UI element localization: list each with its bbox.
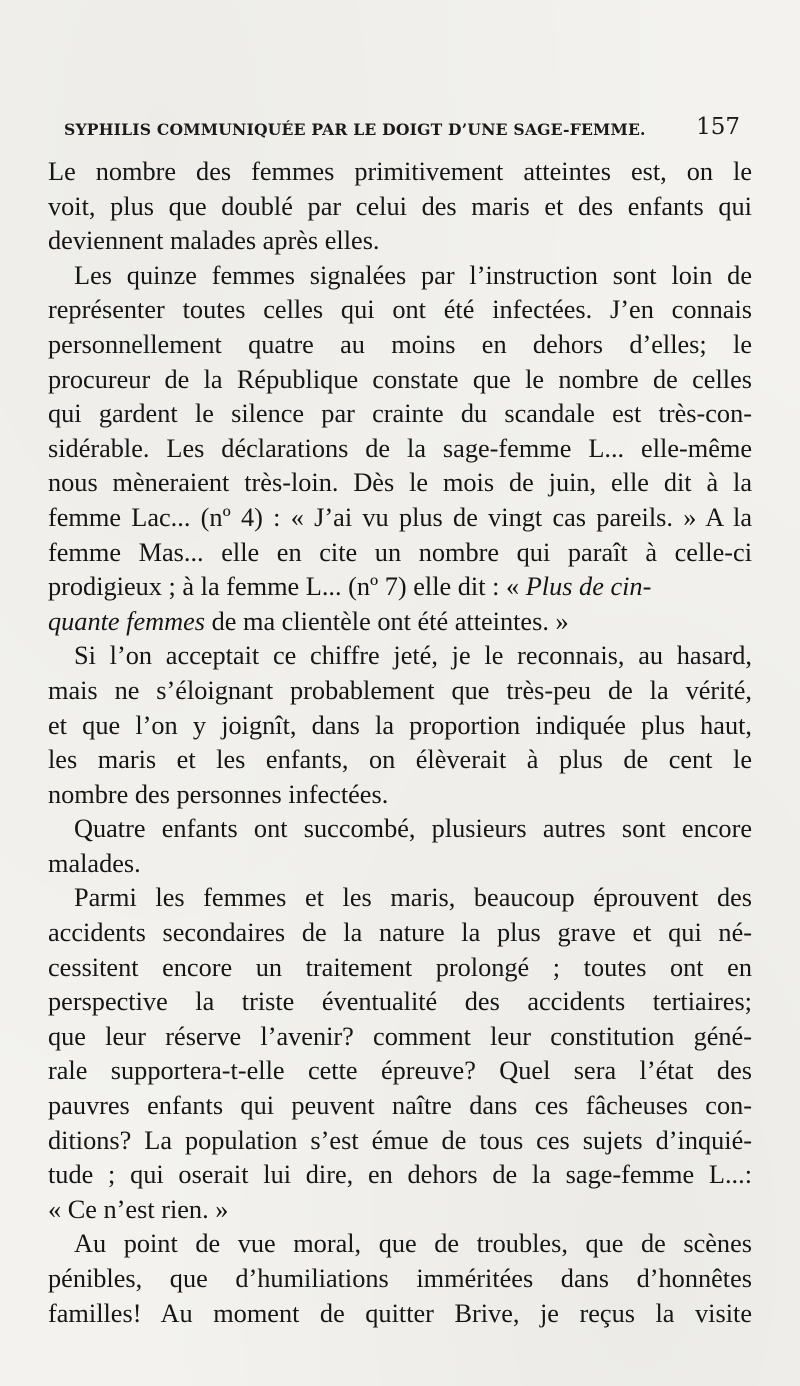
paragraph-6 <box>48 1227 752 1331</box>
text-line: tude ; qui oserait lui dire, en dehors de la sage-femme L...: <box>48 1160 752 1190</box>
text-line: nombre des personnes infectées. <box>48 779 389 809</box>
text-line: les maris et les enfants, on élèverait à plus de cent le <box>48 745 752 775</box>
text-line: femme Mas... elle en cite un nombre qui paraît à celle-ci <box>48 537 752 567</box>
paragraph-5 <box>48 881 752 1227</box>
text-line: deviennent malades après elles. <box>48 226 380 256</box>
text-line: qui gardent le silence par crainte du scandale est très-con- <box>48 399 752 429</box>
text-line: rale supportera-t-elle cette épreuve? Quel sera l’état des <box>48 1056 752 1086</box>
text-line: Au point de vue moral, que de troubles, que de scènes <box>74 1229 752 1259</box>
text-line: Parmi les femmes et les maris, beaucoup éprouvent des <box>74 883 752 913</box>
text-run: prodigieux ; à la femme L... (nº 7) elle dit : « <box>48 572 526 602</box>
text-line: accidents secondaires de la nature la plus grave et qui né- <box>48 918 752 948</box>
text-line: nous mèneraient très-loin. Dès le mois de juin, elle dit à la <box>48 468 752 498</box>
text-line: ditions? La population s’est émue de tous ces sujets d’inquié- <box>48 1125 752 1155</box>
text-line: représenter toutes celles qui ont été infectées. J’en connais <box>48 295 752 325</box>
text-line: procureur de la République constate que le nombre de celles <box>48 364 752 394</box>
paragraph-1 <box>48 155 752 259</box>
text-line-with-italic <box>48 570 752 605</box>
text-line: femme Lac... (nº 4) : « J’ai vu plus de vingt cas pareils. » A la <box>48 502 752 532</box>
paragraph-3 <box>48 639 752 812</box>
text-line-with-italic <box>48 605 752 640</box>
text-run: de ma clientèle ont été atteintes. » <box>205 606 569 636</box>
text-line: Les quinze femmes signalées par l’instruction sont loin de <box>74 260 752 290</box>
text-line: voit, plus que doublé par celui des maris et des enfants qui <box>48 191 752 221</box>
text-line: sidérable. Les déclarations de la sage-femme L... elle-même <box>48 433 752 463</box>
text-line: Quatre enfants ont succombé, plusieurs autres sont encore <box>74 814 752 844</box>
italic-run: quante femmes <box>48 606 206 636</box>
running-title: SYPHILIS COMMUNIQUÉE PAR LE DOIGT D’UNE SAGE-FEMME. <box>64 120 646 139</box>
text-line: pénibles, que d’humiliations imméritées dans d’honnêtes <box>48 1264 752 1293</box>
text-line: familles! Au moment de quitter Brive, je reçus la visite <box>48 1298 752 1328</box>
text-line: personnellement quatre au moins en dehors d’elles; le <box>48 329 752 359</box>
text-line: Si l’on acceptait ce chiffre jeté, je le reconnais, au hasard, <box>74 641 752 671</box>
paragraph-4 <box>48 812 752 881</box>
text-line: pauvres enfants qui peuvent naître dans ces fâcheuses con- <box>48 1091 752 1121</box>
text-line: mais ne s’éloignant probablement que très-peu de la vérité, <box>48 675 752 705</box>
text-line: cessitent encore un traitement prolongé ; toutes ont en <box>48 952 752 982</box>
page-number: 157 <box>696 114 740 140</box>
text-line: Le nombre des femmes primitivement atteintes est, on le <box>48 157 752 186</box>
italic-run: Plus de cin- <box>525 572 652 602</box>
text-line: « Ce n’est rien. » <box>48 1194 229 1224</box>
body-text <box>48 155 752 1331</box>
text-line: perspective la triste éventualité des accidents tertiaires; <box>48 987 752 1017</box>
running-head <box>64 114 744 144</box>
text-line: malades. <box>48 848 141 878</box>
text-line: et que l’on y joignît, dans la proportion indiquée plus haut, <box>48 710 752 740</box>
paragraph-2 <box>48 259 752 640</box>
text-line: que leur réserve l’avenir? comment leur constitution géné- <box>48 1021 752 1051</box>
